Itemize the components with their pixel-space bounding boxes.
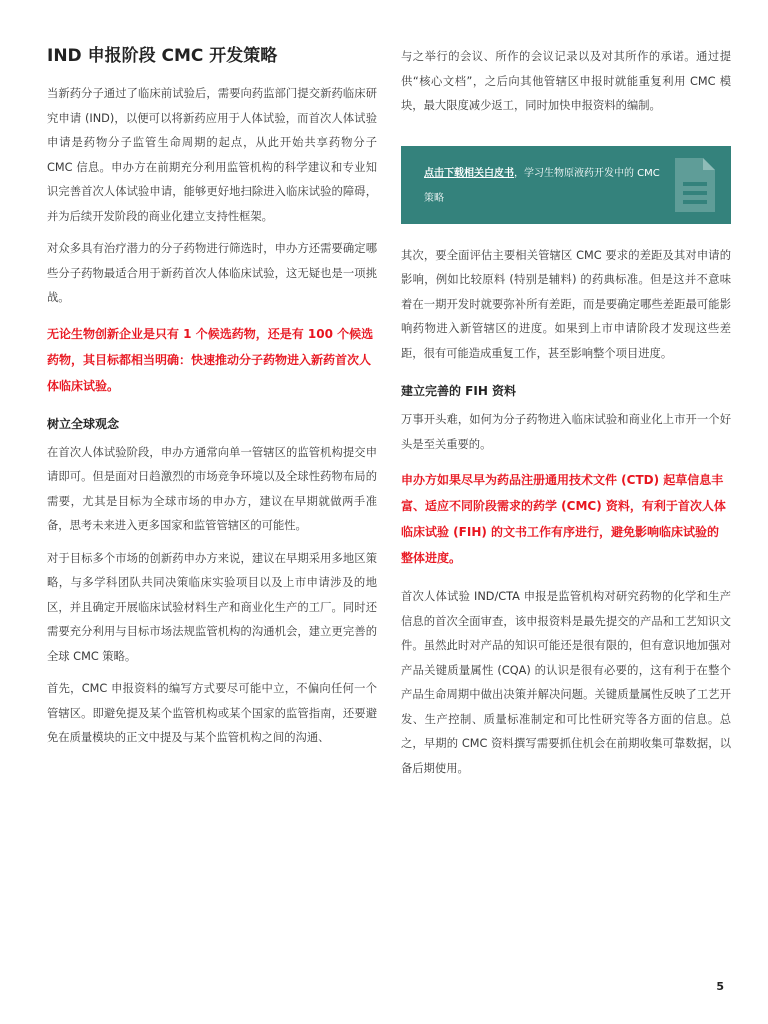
paragraph-continued: 与之举行的会议、所作的会议记录以及对其所作的承诺。通过提供“核心文档”，之后向其他管辖区申报时就能重复利用 CMC 模块，最大限度减少返工，同时加快申报资料的编制。 — [401, 50, 731, 112]
whitepaper-download-link[interactable]: 点击下载相关白皮书 — [424, 167, 514, 179]
whitepaper-banner[interactable] — [401, 146, 731, 224]
paragraph-global-1: 在首次人体试验阶段，申办方通常向单一管辖区的监管机构提交申请即可。但是面对日趋激烈的市场竞争环境以及全球性药物布局的需要，尤其是目标为全球市场的申办方，建议在早期就做两手准备，思考未来进入更多国家和监管管辖区的可能性。 — [47, 445, 377, 532]
page-number: 5 — [716, 980, 724, 993]
paragraph-ind-cta: 首次人体试验 IND/CTA 申报是监管机构对研究药物的化学和生产信息的首次全面审查，该申报资料是最先提交的产品和工艺知识文件。虽然此时对产品的知识可能还是很有限的，但有意识地加强对产品关键质量属性 (CQA) 的认识是很有必要的，这有利于在整个产品生命周期中做出决策并解决问题。关键质量属性反映了工艺开发、生产控制、质量标准制定和可比性研究等各方面的信息。总之，早期的 CMC 资料撰写需要抓住机会在前期收集可靠数据，以备后期使用。 — [401, 590, 731, 775]
paragraph-intro: 当新药分子通过了临床前试验后，需要向药监部门提交新药临床研究申请 (IND)，以便可以将新药应用于人体试验，而首次人体试验申请是药物分子监管生命周期的起点，从此开始共享药物分子 CMC 信息。申办方在前期充分利用监管机构的科学建议和专业知识完善首次人体试验申请，能够更好地扫除进入临床试验的障碍，并为后续开发阶段的商业化建立支持性框架。 — [47, 87, 377, 223]
right-column — [401, 45, 731, 789]
banner-text — [424, 161, 664, 211]
document-icon — [673, 156, 717, 218]
banner-description: ，学习生物原液药开发中的 CMC 策略 — [424, 167, 660, 204]
left-column — [47, 40, 377, 759]
paragraph-global-3: 首先，CMC 申报资料的编写方式要尽可能中立，不偏向任何一个管辖区。即避免提及某个监管机构或某个国家的监管指南，还要避免在质量模块的正文中提及与某个监管机构之间的沟通、 — [47, 682, 377, 744]
paragraph-screening: 对众多具有治疗潜力的分子药物进行筛选时，申办方还需要确定哪些分子药物最适合用于新药首次人体临床试验，这无疑也是一项挑战。 — [47, 242, 377, 304]
page-title: IND 申报阶段 CMC 开发策略 — [47, 46, 278, 66]
highlight-quote-left: 无论生物创新企业是只有 1 个候选药物，还是有 100 个候选药物，其目标都相当明确：快速推动分子药物进入新药首次人体临床试验。 — [47, 326, 374, 393]
paragraph-global-2: 对于目标多个市场的创新药申办方来说，建议在早期采用多地区策略，与多学科团队共同决策临床实验项目以及上市申请涉及的地区，并且确定开展临床试验材料生产和商业化生产的工厂。同时还需要充分利用与目标市场法规监管机构的沟通机会，建立更完善的全球 CMC 策略。 — [47, 551, 377, 663]
section-heading-global: 树立全球观念 — [47, 416, 120, 431]
section-heading-fih: 建立完善的 FIH 资料 — [401, 384, 517, 398]
paragraph-gap-assessment: 其次，要全面评估主要相关管辖区 CMC 要求的差距及其对申请的影响，例如比较原料 (特别是辅料) 的药典标准。但是这并不意味着在一期开发时就要弥补所有差距，而是要确定哪些差距最可能影响药物进入新管辖区的进度。如果到上市申请阶段才发现这些差距，很有可能造成重复工作，甚至影响整个项目进度。 — [401, 248, 731, 360]
paragraph-fih-intro: 万事开头难，如何为分子药物进入临床试验和商业化上市开一个好头是至关重要的。 — [401, 413, 731, 451]
highlight-quote-right: 申办方如果尽早为药品注册通用技术文件 (CTD) 起草信息丰富、适应不同阶段需求的药学 (CMC) 资料，有利于首次人体临床试验 (FIH) 的文书工作有序进行，避免影响临床试验的整体进度。 — [401, 473, 726, 565]
